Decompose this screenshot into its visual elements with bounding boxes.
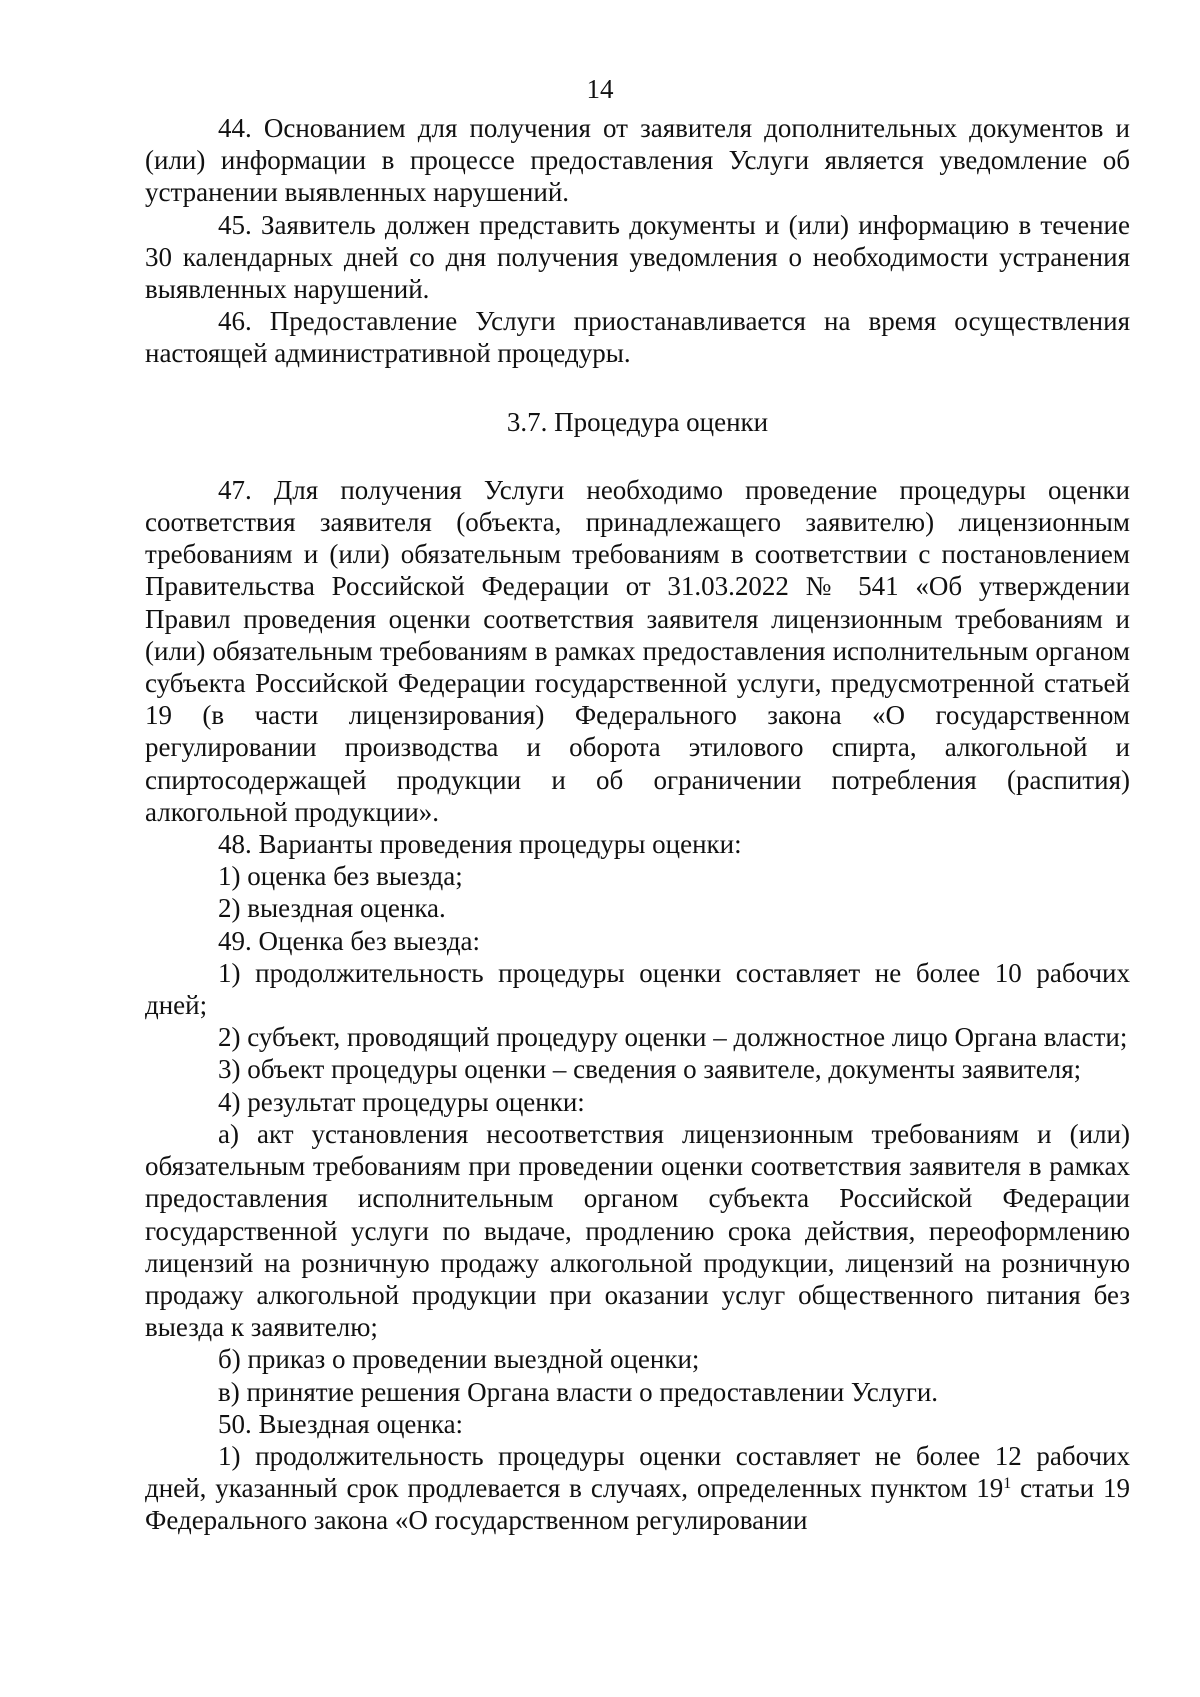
document-body — [145, 112, 1130, 1537]
list-item-50-1-text-start: 1) продолжительность процедуры оценки составляет не более 12 рабочих дней, указанный срок продлевается в случаях, определенных пунктом 19 — [145, 1440, 1130, 1504]
list-item-50-1 — [145, 1440, 1130, 1537]
paragraph-49: 49. Оценка без выезда: — [218, 925, 481, 956]
paragraph-46: 46. Предоставление Услуги приостанавливается на время осуществления настоящей административной процедуры. — [145, 306, 1130, 369]
list-item-49-1: 1) продолжительность процедуры оценки составляет не более 10 рабочих дней; — [145, 957, 1130, 1021]
paragraph-44: 44. Основанием для получения от заявителя дополнительных документов и (или) информации в процессе предоставления Услуги является уведомление об устранении выявленных нарушений. — [145, 113, 1130, 208]
list-item-50-1-text-end: статьи 19 Федерального закона «О государственном регулировании — [145, 1473, 1130, 1536]
sub-item-49-4-b: б) приказ о проведении выездной оценки; — [218, 1344, 700, 1375]
page-number: 14 — [586, 74, 614, 104]
list-item-49-3: 3) объект процедуры оценки – сведения о заявителе, документы заявителя; — [218, 1054, 1082, 1085]
superscript-mark: 1 — [1003, 1475, 1012, 1493]
paragraph-50: 50. Выездная оценка: — [218, 1408, 464, 1439]
section-heading: 3.7. Процедура оценки — [506, 406, 769, 437]
paragraph-45: 45. Заявитель должен представить документы и (или) информацию в течение 30 календарных дней со дня получения уведомления о необходимости устранения выявленных нарушений. — [145, 209, 1130, 305]
sub-item-49-4-a: а) акт установления несоответствия лицензионным требованиям и (или) обязательным требованиям при проведении оценки соответствия заявителя в рамках предоставления исполнительным органом субъекта Российской Федерации государственной услуги по выдаче, продлению срока действия, переоформлению лицензий на розничную продажу алкогольной продукции, лицензий на розничную продажу алкогольной продукции при оказании услуг общественного питания без выезда к заявителю; — [145, 1118, 1130, 1343]
list-item-48-2: 2) выездная оценка. — [218, 893, 446, 924]
sub-item-49-4-v: в) принятие решения Органа власти о предоставлении Услуги. — [218, 1376, 939, 1407]
list-item-49-4: 4) результат процедуры оценки: — [218, 1086, 585, 1117]
paragraph-48: 48. Варианты проведения процедуры оценки: — [218, 829, 742, 860]
list-item-49-2: 2) субъект, проводящий процедуру оценки – должностное лицо Органа власти; — [218, 1022, 1128, 1053]
paragraph-47: 47. Для получения Услуги необходимо проведение процедуры оценки соответствия заявителя (объекта, принадлежащего заявителю) лицензионным требованиям и (или) обязательным требованиям в соответствии с постановлением Правительства Российской Федерации от 31.03.2022 № 541 «Об утверждении Правил проведения оценки соответствия заявителя лицензионным требованиям и (или) обязательным требованиям в рамках предоставления исполнительным органом субъекта Российской Федерации государственной услуги, предусмотренной статьей 19 (в части лицензирования) Федерального закона «О государственном регулировании производства и оборота этилового спирта, алкогольной и спиртосодержащей продукции и об ограничении потребления (распития) алкогольной продукции». — [145, 474, 1130, 827]
list-item-48-1: 1) оценка без выезда; — [218, 861, 463, 892]
